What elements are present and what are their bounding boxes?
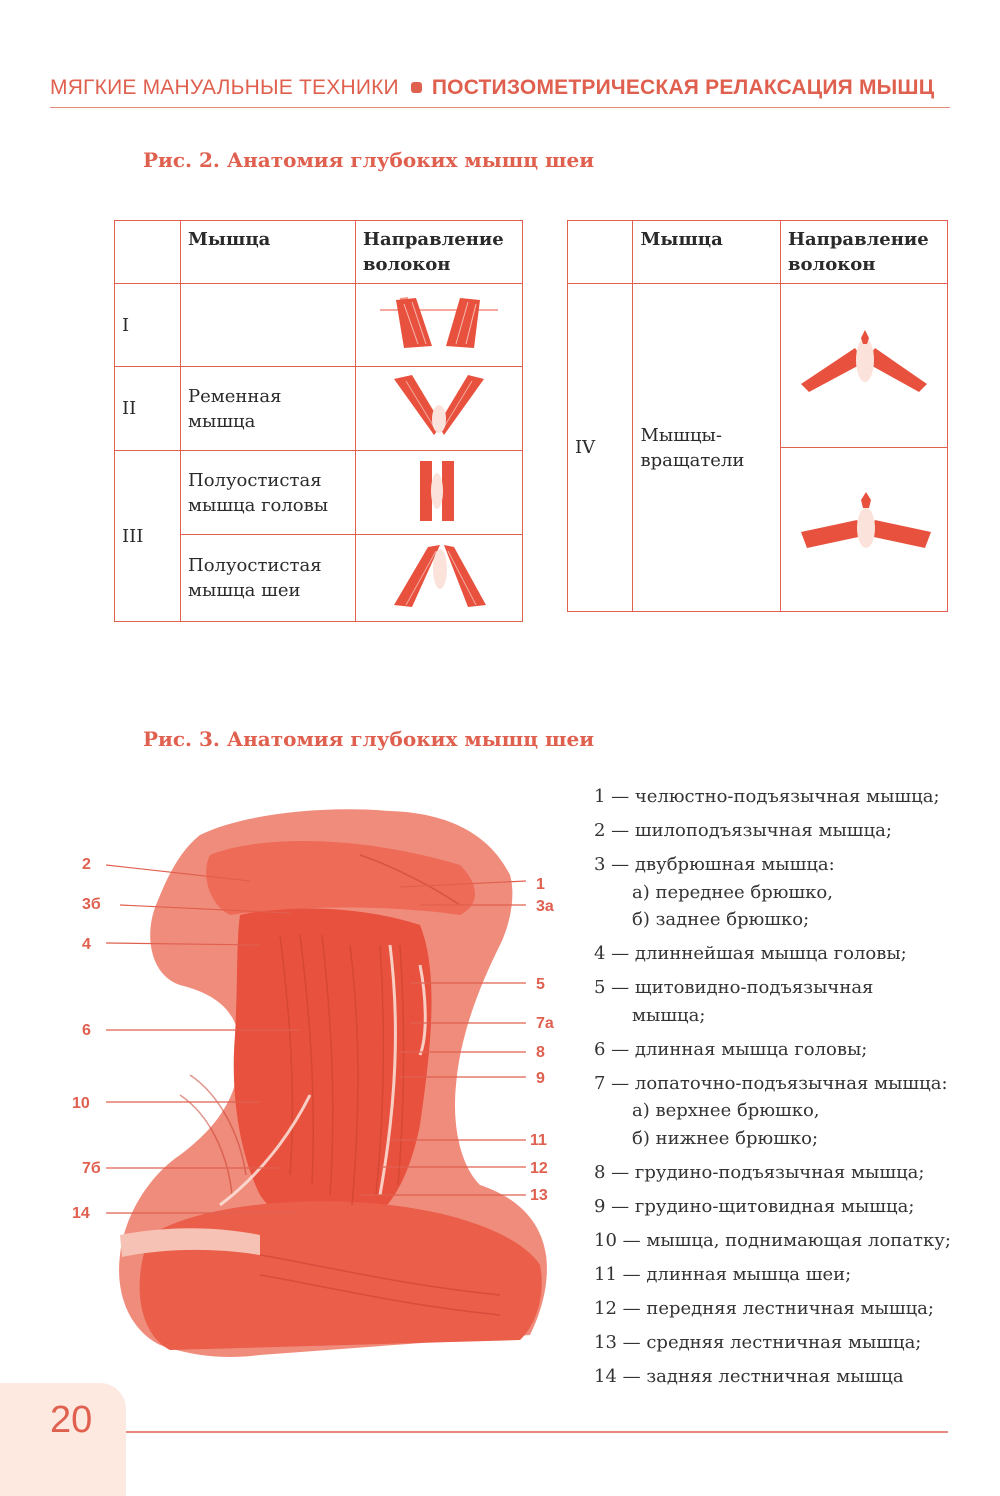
label-3b: 3б <box>82 896 101 913</box>
legend-item: 6 — длинная мышца головы; <box>594 1038 868 1060</box>
fig3-title: Рис. 3. Анатомия глубоких мышц шеи <box>143 727 595 751</box>
row-group-1: I <box>115 284 181 367</box>
page-number: 20 <box>50 1399 93 1441</box>
header-section-title: МЯГКИЕ МАНУАЛЬНЫЕ ТЕХНИКИ <box>50 76 399 99</box>
fiber-diagram-v-shape <box>356 367 522 445</box>
label-11: 11 <box>530 1132 547 1149</box>
legend-subitem: а) переднее брюшко, <box>632 881 833 903</box>
label-5: 5 <box>536 976 545 993</box>
fig2-table-right <box>567 220 948 612</box>
legend-subitem: а) верхнее брюшко, <box>632 1100 820 1121</box>
legend-item: 1 — челюстно-подъязычная мышца; <box>594 786 940 807</box>
legend-item: 14 — задняя лестничная мышца <box>594 1365 904 1387</box>
footer-divider <box>126 1431 948 1433</box>
label-2: 2 <box>82 856 91 873</box>
header-divider <box>50 107 950 108</box>
legend-item: 8 — грудино-подъязычная мышца; <box>594 1161 925 1183</box>
legend-item: 11 — длинная мышца шеи; <box>594 1263 852 1285</box>
label-1: 1 <box>536 876 545 893</box>
row-muscle-1 <box>181 284 356 367</box>
label-6: 6 <box>82 1022 91 1039</box>
label-7a: 7а <box>536 1015 554 1032</box>
fiber-diagram-wings-flat <box>781 448 947 606</box>
label-3a: 3а <box>536 898 554 915</box>
legend-subitem: мышца; <box>632 1004 706 1026</box>
header-cell-empty <box>115 221 181 284</box>
neck-anatomy-illustration <box>60 795 580 1365</box>
row-group-3: III <box>115 451 181 622</box>
fig2-table-left <box>114 220 523 622</box>
legend-item: 5 — щитовидно-подъязычная мышца; <box>594 974 974 1029</box>
row-muscle-4: Полуостистая мышца шеи <box>181 535 356 622</box>
row-muscle-rotators: Мышцы- вращатели <box>633 284 781 612</box>
fiber-direction-3 <box>356 451 523 535</box>
legend-item: 2 — шилоподъязычная мышца; <box>594 820 892 841</box>
row-group-4: IV <box>568 284 633 612</box>
fiber-direction-2 <box>356 367 523 451</box>
label-13: 13 <box>530 1187 548 1204</box>
label-7b: 7б <box>82 1160 101 1177</box>
fiber-diagram-vertical-bands <box>356 284 522 361</box>
fiber-diagram-wings-steep <box>781 284 947 442</box>
row-group-2: II <box>115 367 181 451</box>
fiber-diagram-parallel-bands <box>356 451 522 529</box>
header-bullet-icon <box>411 82 422 93</box>
header-chapter-title: ПОСТИЗОМЕТРИЧЕСКАЯ РЕЛАКСАЦИЯ МЫШЦ <box>431 76 935 99</box>
label-14: 14 <box>72 1205 90 1222</box>
fig3-legend <box>594 783 974 1397</box>
label-8: 8 <box>536 1044 545 1061</box>
fiber-diagram-inverted-v <box>356 535 522 616</box>
header-cell-empty <box>568 221 633 284</box>
legend-item: 10 — мышца, поднимающая лопатку; <box>594 1229 951 1251</box>
legend-item: 3 — двубрюшная мышца: а) переднее брюшко, б) заднее брюшко; <box>594 851 974 934</box>
fiber-direction-4 <box>356 535 523 622</box>
legend-subitem: б) заднее брюшко; <box>632 909 810 930</box>
header-cell-muscle: Мышца <box>633 221 781 284</box>
label-9: 9 <box>536 1070 545 1087</box>
label-10: 10 <box>72 1095 90 1112</box>
label-4: 4 <box>82 936 91 953</box>
fiber-direction-1 <box>356 284 523 367</box>
legend-subitem: б) нижнее брюшко; <box>632 1127 819 1149</box>
fig2-title: Рис. 2. Анатомия глубоких мышц шеи <box>143 148 595 172</box>
row-muscle-2: Ременная мышца <box>181 367 356 451</box>
row-muscle-3: Полуостистая мышца головы <box>181 451 356 535</box>
legend-item: 4 — длиннейшая мышца головы; <box>594 943 907 964</box>
header-cell-direction: Направление волокон <box>356 221 523 284</box>
fiber-direction-rotators-2 <box>781 448 948 612</box>
running-header <box>50 76 950 106</box>
header-cell-direction: Направление волокон <box>781 221 948 284</box>
header-cell-muscle: Мышца <box>181 221 356 284</box>
legend-item: 13 — средняя лестничная мышца; <box>594 1331 922 1353</box>
legend-item: 12 — передняя лестничная мышца; <box>594 1297 934 1319</box>
legend-item: 9 — грудино-щитовидная мышца; <box>594 1195 915 1217</box>
label-12: 12 <box>530 1160 548 1177</box>
page-number-tab <box>0 1383 126 1496</box>
fiber-direction-rotators-1 <box>781 284 948 448</box>
legend-item: 7 — лопаточно-подъязычная мышца: а) верхнее брюшко, б) нижнее брюшко; <box>594 1070 974 1153</box>
